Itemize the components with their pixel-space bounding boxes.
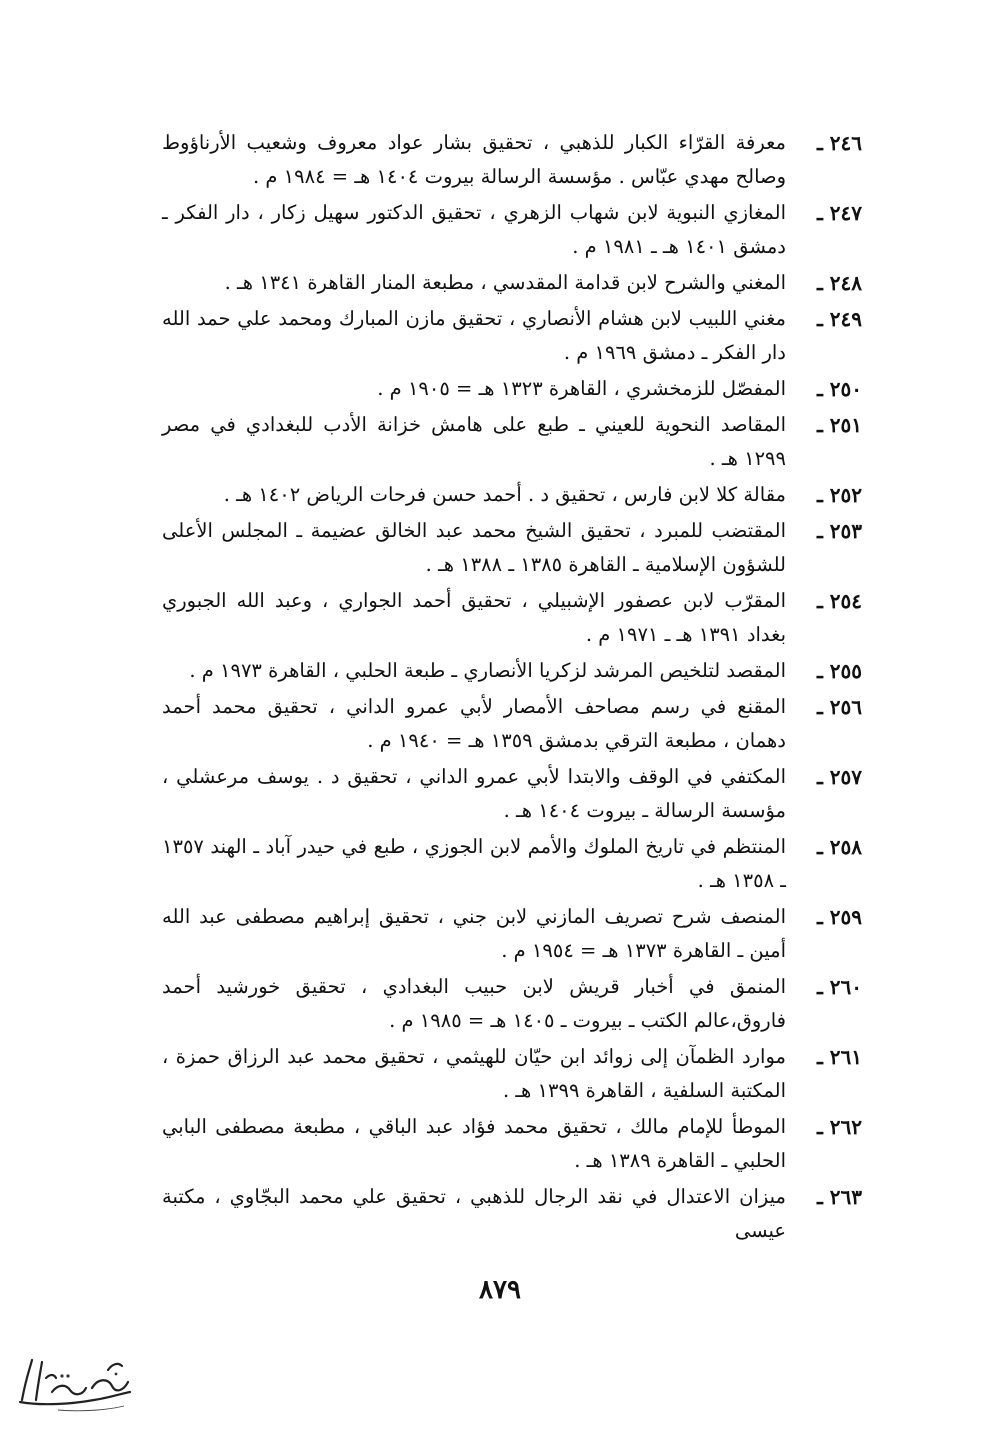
entry-number: ٢٦٣ ـ [816, 1185, 862, 1209]
entry-number: ٢٦٢ ـ [816, 1115, 862, 1139]
entry-number: ٢٥٣ ـ [816, 519, 862, 543]
bibliography-entry [162, 654, 862, 688]
entry-text: المكتفي في الوقف والابتدا لأبي عمرو الداني ، تحقيق د . يوسف مرعشلي ، مؤسسة الرسالة ـ بيروت ١٤٠٤ هـ . [162, 765, 786, 822]
entry-number: ٢٥٨ ـ [816, 835, 862, 859]
entry-number: ٢٤٨ ـ [816, 271, 862, 295]
bibliography-entry [162, 196, 862, 264]
signature-logo-icon [12, 1348, 142, 1416]
entry-number: ٢٥٧ ـ [816, 765, 862, 789]
bibliography-entry [162, 408, 862, 476]
entry-text: المقنع في رسم مصاحف الأمصار لأبي عمرو الداني ، تحقيق محمد أحمد دهمان ، مطبعة الترقي بدمشق ١٣٥٩ هـ = ١٩٤٠ م . [162, 695, 786, 752]
bibliography-list [162, 126, 862, 1250]
entry-number: ٢٦١ ـ [816, 1045, 862, 1069]
entry-text: المغني والشرح لابن قدامة المقدسي ، مطبعة المنار القاهرة ١٣٤١ هـ . [224, 271, 786, 294]
bibliography-entry [162, 514, 862, 582]
entry-text: مغني اللبيب لابن هشام الأنصاري ، تحقيق مازن المبارك ومحمد علي حمد الله دار الفكر ـ دمشق ١٩٦٩ م . [162, 307, 786, 364]
entry-text: المقتضب للمبرد ، تحقيق الشيخ محمد عبد الخالق عضيمة ـ المجلس الأعلى للشؤون الإسلامية ـ القاهرة ١٣٨٥ ـ ١٣٨٨ هـ . [162, 519, 786, 576]
entry-number: ٢٥٤ ـ [816, 589, 862, 613]
bibliography-entry [162, 1180, 862, 1248]
bibliography-entry [162, 302, 862, 370]
entry-text: موارد الظمآن إلى زوائد ابن حيّان للهيثمي ، تحقيق محمد عبد الرزاق حمزة ، المكتبة السلفية ، القاهرة ١٣٩٩ هـ . [162, 1045, 786, 1102]
entry-text: معرفة القرّاء الكبار للذهبي ، تحقيق بشار عواد معروف وشعيب الأرناؤوط وصالح مهدي عبّاس . مؤسسة الرسالة بيروت ١٤٠٤ هـ = ١٩٨٤ م . [162, 131, 786, 188]
entry-text: الموطأ للإمام مالك ، تحقيق محمد فؤاد عبد الباقي ، مطبعة مصطفى البابي الحلبي ـ القاهرة ١٣٨٩ هـ . [162, 1115, 786, 1172]
bibliography-entry [162, 830, 862, 898]
bibliography-entry [162, 1040, 862, 1108]
bibliography-entry [162, 690, 862, 758]
bibliography-entry [162, 584, 862, 652]
bibliography-entry [162, 900, 862, 968]
entry-number: ٢٥١ ـ [816, 413, 862, 437]
entry-number: ٢٥٥ ـ [816, 659, 862, 683]
entry-text: المنصف شرح تصريف المازني لابن جني ، تحقيق إبراهيم مصطفى عبد الله أمين ـ القاهرة ١٣٧٣ هـ = ١٩٥٤ م . [162, 905, 786, 962]
entry-text: المنمق في أخبار قريش لابن حبيب البغدادي ، تحقيق خورشيد أحمد فاروق،عالم الكتب ـ بيروت ـ ١٤٠٥ هـ = ١٩٨٥ م . [162, 975, 786, 1032]
entry-number: ٢٤٧ ـ [816, 201, 862, 225]
entry-number: ٢٥٦ ـ [816, 695, 862, 719]
entry-text: ميزان الاعتدال في نقد الرجال للذهبي ، تحقيق علي محمد البجّاوي ، مكتبة عيسى [162, 1185, 786, 1242]
bibliography-entry [162, 372, 862, 406]
entry-text: المقصد لتلخيص المرشد لزكريا الأنصاري ـ طبعة الحلبي ، القاهرة ١٩٧٣ م . [189, 659, 786, 682]
entry-text: المنتظم في تاريخ الملوك والأمم لابن الجوزي ، طبع في حيدر آباد ـ الهند ١٣٥٧ ـ ١٣٥٨ هـ . [162, 835, 786, 892]
entry-text: المفصّل للزمخشري ، القاهرة ١٣٢٣ هـ = ١٩٠٥ م . [377, 377, 786, 400]
bibliography-entry [162, 760, 862, 828]
entry-number: ٢٥٩ ـ [816, 905, 862, 929]
entry-text: المقرّب لابن عصفور الإشبيلي ، تحقيق أحمد الجواري ، وعبد الله الجبوري بغداد ١٣٩١ هـ ـ ١٩٧١ م . [162, 589, 786, 646]
entry-number: ٢٥٢ ـ [816, 483, 862, 507]
entry-number: ٢٤٩ ـ [816, 307, 862, 331]
entry-text: مقالة كلا لابن فارس ، تحقيق د . أحمد حسن فرحات الرياض ١٤٠٢ هـ . [223, 483, 786, 506]
bibliography-entry [162, 478, 862, 512]
bibliography-entry [162, 970, 862, 1038]
entry-number: ٢٥٠ ـ [816, 377, 862, 401]
entry-number: ٢٤٦ ـ [816, 131, 862, 155]
bibliography-entry [162, 266, 862, 300]
entry-text: المقاصد النحوية للعيني ـ طبع على هامش خزانة الأدب للبغدادي في مصر ١٢٩٩ هـ . [162, 413, 786, 470]
bibliography-entry [162, 126, 862, 194]
entry-number: ٢٦٠ ـ [816, 975, 862, 999]
bibliography-entry [162, 1110, 862, 1178]
entry-text: المغازي النبوية لابن شهاب الزهري ، تحقيق الدكتور سهيل زكار ، دار الفكر ـ دمشق ١٤٠١ هـ ـ ١٩٨١ م . [162, 201, 786, 258]
page-number: ٨٧٩ [479, 1275, 521, 1305]
